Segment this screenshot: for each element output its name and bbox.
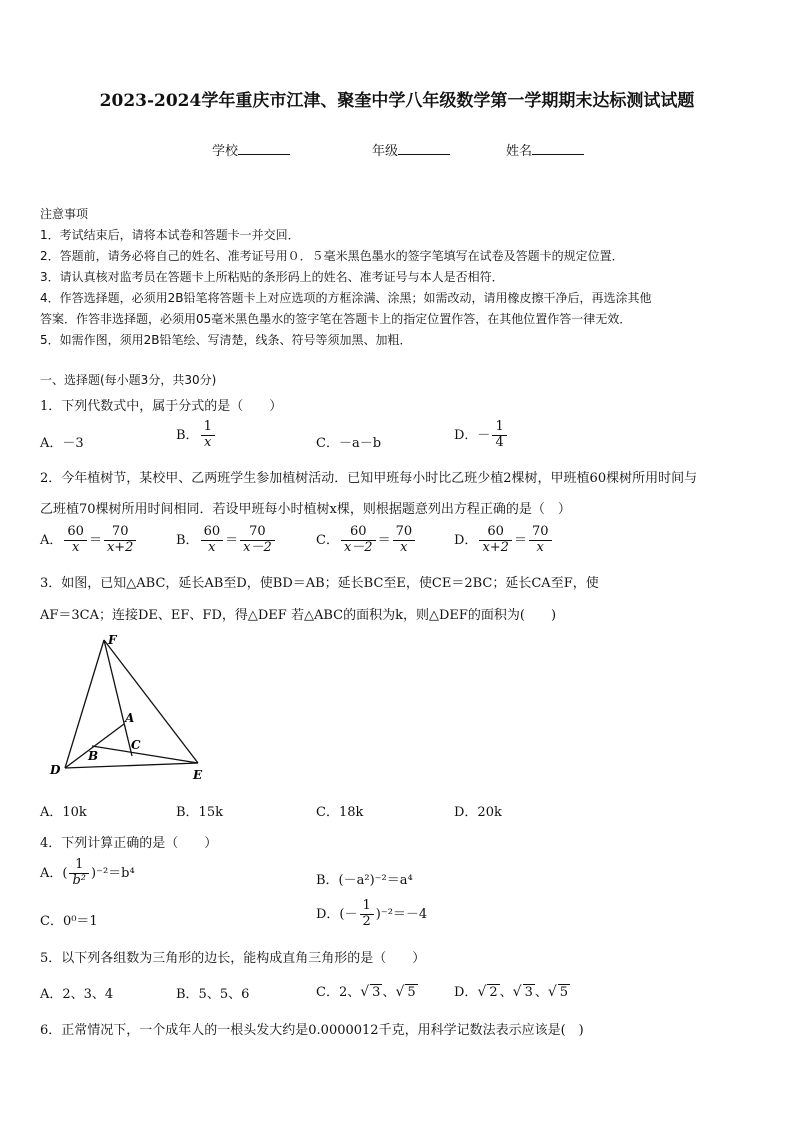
question-5-stem: 5．以下列各组数为三角形的边长，能构成直角三角形的是（ ） (40, 951, 426, 966)
q5-c-root-2: 5 (407, 985, 416, 1000)
q2-d-eq: ＝ (513, 532, 527, 548)
q2-a-left-den: x (71, 539, 80, 555)
q5-c-pre: C．2、 (316, 985, 361, 1000)
q1-option-c[interactable]: C．－a－b (316, 436, 382, 451)
label-F: F (108, 633, 117, 647)
label-B: B (88, 749, 99, 763)
q3-option-a[interactable]: A．10k (40, 805, 87, 820)
q3-option-d[interactable]: D．20k (454, 805, 502, 820)
q2-b-left-den: x (208, 539, 216, 555)
q1-option-b[interactable] (176, 420, 217, 451)
q5-option-c[interactable] (316, 981, 418, 1000)
q2-b-right-num: 70 (240, 525, 275, 541)
label-D: D (50, 763, 61, 777)
question-6-stem: 6．正常情况下，一个成年人的一根头发大约是0.0000012千克，用科学记数法表示应该是( ) (40, 1023, 584, 1038)
question-2-line-2: 乙班植70棵树所用时间相同．若设甲班每小时植树x棵，则根据题意列出方程正确的是（ ） (40, 502, 571, 517)
question-3-line-1: 3．如图，已知△ABC，延长AB至D，使BD＝AB；延长BC至E，使CE＝2BC；延长CA至F，使 (40, 576, 599, 591)
sqrt-icon: √ (360, 984, 370, 1000)
school-blank[interactable] (238, 142, 290, 155)
q4-a-num: 1 (69, 858, 89, 874)
q2-d-right-num: 70 (529, 525, 552, 541)
q2-a-label: A． (40, 532, 63, 548)
q1-b-label: B． (176, 427, 199, 443)
line-BE (92, 746, 198, 763)
name-label: 姓名 (506, 144, 533, 159)
q4-d-num: 1 (360, 899, 374, 915)
page-title: 2023-2024学年重庆市江津、聚奎中学八年级数学第一学期期末达标测试试题 (99, 91, 695, 111)
q2-c-eq: ＝ (377, 532, 391, 548)
question-4-stem: 4．下列计算正确的是（ ） (40, 836, 218, 851)
q5-d-root-2: 3 (524, 985, 533, 1000)
notice-item-3: 3．请认真核对监考员在答题卡上所粘贴的条形码上的姓名、准考证号与本人是否相符． (40, 270, 504, 284)
name-field (506, 140, 584, 159)
q5-c-sep: 、 (382, 985, 396, 1000)
q1-d-num: 1 (492, 420, 506, 436)
line-FE (104, 640, 198, 763)
sqrt-icon: √ (477, 984, 487, 1000)
question-1-stem: 1．下列代数式中，属于分式的是（ ） (40, 399, 283, 414)
sqrt-icon: √ (547, 984, 557, 1000)
q5-d-root-3: 5 (559, 985, 569, 1000)
notice-item-2: 2．答题前，请务必将自己的姓名、准考证号用０．５毫米黑色墨水的签字笔填写在试卷及答题卡的规定位置． (40, 249, 624, 263)
q3-option-c[interactable]: C．18k (316, 805, 364, 820)
label-E: E (193, 768, 203, 782)
q2-d-left-num: 60 (479, 525, 512, 541)
q2-option-c[interactable] (316, 525, 417, 556)
q2-a-right-den: x+2 (106, 539, 134, 555)
q2-d-label: D． (454, 532, 478, 548)
q1-option-a[interactable]: A．－3 (40, 436, 84, 451)
label-C: C (131, 738, 141, 752)
q4-d-den: 2 (362, 913, 371, 929)
question-2-line-1: 2．今年植树节，某校甲、乙两班学生参加植树活动．已知甲班每小时比乙班少植2棵树，甲班植60棵树所用时间与 (40, 471, 698, 486)
q2-b-left-num: 60 (201, 525, 224, 541)
q2-c-left-num: 60 (341, 525, 376, 541)
q2-b-label: B． (176, 532, 199, 548)
q2-b-eq: ＝ (225, 532, 239, 548)
notice-item-4: 4．作答选择题，必须用2B铅笔将答题卡上对应选项的方框涂满、涂黑；如需改动，请用橡皮擦干净后，再选涂其他 (40, 291, 652, 305)
q5-d-root-1: 2 (489, 985, 498, 1000)
q2-b-right-den: x－2 (243, 539, 272, 555)
q2-option-a[interactable] (40, 525, 138, 556)
notice-heading: 注意事项 (40, 207, 89, 221)
line-DE (65, 763, 198, 768)
name-blank[interactable] (532, 142, 584, 155)
q3-option-b[interactable]: B．15k (176, 805, 223, 820)
notice-item-1: 1．考试结束后，请将本试卷和答题卡一并交回． (40, 228, 300, 242)
q5-option-d[interactable] (454, 981, 570, 1000)
q1-option-d[interactable] (454, 420, 509, 451)
q2-c-label: C． (316, 532, 339, 548)
q4-option-b[interactable]: B．(－a²)⁻²＝a⁴ (316, 873, 413, 888)
q5-d-sep-2: 、 (534, 985, 548, 1000)
q5-option-b[interactable]: B．5、5、6 (176, 987, 250, 1002)
q2-a-right-num: 70 (104, 525, 137, 541)
q2-d-right-den: x (536, 539, 544, 555)
q1-d-den: 4 (495, 434, 504, 450)
q4-option-c[interactable]: C．0⁰＝1 (40, 914, 98, 929)
sqrt-icon: √ (395, 984, 405, 1000)
notice-item-4-cont: 答案．作答非选择题，必须用05毫米黑色墨水的签字笔在答题卡上的指定位置作答，在其他位置作答一律无效． (40, 312, 632, 326)
q2-a-eq: ＝ (88, 532, 102, 548)
label-A: A (125, 711, 135, 725)
q5-option-a[interactable]: A．2、3、4 (40, 987, 114, 1002)
q2-option-d[interactable] (454, 525, 554, 556)
q2-option-b[interactable] (176, 525, 277, 556)
q2-c-right-num: 70 (393, 525, 416, 541)
q4-a-den: b² (72, 872, 87, 888)
school-label: 学校 (212, 144, 239, 159)
q4-a-pre: A．( (40, 865, 68, 881)
q2-d-left-den: x+2 (482, 539, 509, 555)
sqrt-icon: √ (512, 984, 522, 1000)
grade-blank[interactable] (398, 142, 450, 155)
q5-d-sep-1: 、 (499, 985, 513, 1000)
q2-c-right-den: x (400, 539, 408, 555)
q1-b-num: 1 (201, 420, 215, 436)
grade-label: 年级 (372, 144, 399, 159)
q4-option-d[interactable] (316, 899, 427, 930)
school-field (212, 140, 290, 159)
q4-a-post: )⁻²＝b⁴ (91, 865, 135, 881)
q2-a-left-num: 60 (64, 525, 87, 541)
q1-d-label: D．－ (454, 427, 491, 443)
q4-d-post: )⁻²＝－4 (375, 906, 428, 922)
notice-item-5: 5．如需作图，须用2B铅笔绘、写清楚，线条、符号等须加黑、加粗． (40, 333, 412, 347)
q5-c-root-1: 3 (372, 985, 381, 1000)
q1-b-den: x (204, 434, 212, 450)
q4-option-a[interactable] (40, 858, 135, 889)
q4-d-pre: D．(－ (316, 906, 358, 922)
q5-d-pre: D． (454, 985, 478, 1000)
grade-field (372, 140, 450, 159)
triangle-figure (40, 630, 220, 785)
q2-c-left-den: x－2 (343, 539, 373, 555)
section-heading: 一、选择题(每小题3分，共30分) (40, 373, 217, 387)
question-3-line-2: AF＝3CA；连接DE、EF、FD，得△DEF 若△ABC的面积为k，则△DEF的面积为( ) (40, 608, 557, 623)
